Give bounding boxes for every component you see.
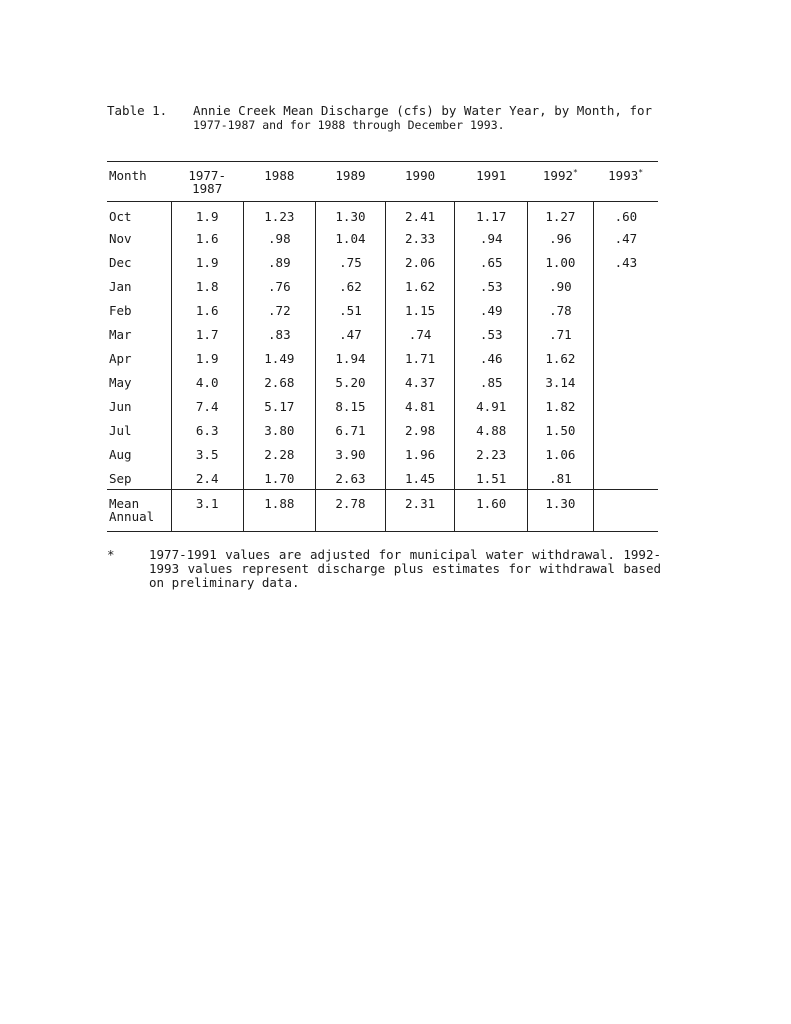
value-cell: .47: [316, 322, 386, 346]
mean-label-line-2: Annual: [109, 509, 155, 524]
value-cell: .72: [243, 298, 316, 322]
value-cell: 1.49: [243, 346, 316, 370]
column-header-1989: [316, 162, 386, 202]
value-cell: .78: [528, 298, 594, 322]
value-cell: 3.5: [171, 442, 243, 466]
value-cell: .81: [528, 466, 594, 490]
value-cell: .85: [455, 370, 528, 394]
value-cell: 2.28: [243, 442, 316, 466]
mean-value-cell: 1.60: [455, 490, 528, 532]
value-cell: 6.71: [316, 418, 386, 442]
value-cell: .89: [243, 250, 316, 274]
value-cell: 4.91: [455, 394, 528, 418]
mean-annual-label: [107, 490, 171, 532]
value-cell: 1.96: [385, 442, 455, 466]
table-title-line-1: Annie Creek Mean Discharge (cfs) by Water Year, by Month, for: [193, 103, 653, 118]
table-row: [107, 226, 658, 250]
value-cell: [593, 346, 658, 370]
value-cell: .43: [614, 254, 638, 270]
value-cell: .53: [455, 274, 528, 298]
table-row: [107, 466, 658, 490]
value-cell: 1.04: [316, 226, 386, 250]
month-cell: May: [109, 374, 132, 390]
value-cell: .83: [243, 322, 316, 346]
value-cell: [593, 466, 658, 490]
column-header-label: 1991: [476, 168, 507, 183]
value-cell: .60: [614, 209, 638, 224]
column-header-1992: [528, 162, 594, 202]
value-cell: 1.23: [243, 202, 316, 226]
value-cell: 4.0: [171, 370, 243, 394]
value-cell: 1.82: [528, 394, 594, 418]
table-row: [107, 442, 658, 466]
value-cell: .47: [614, 230, 638, 246]
month-cell: Dec: [109, 254, 132, 270]
month-cell: Jul: [109, 422, 132, 438]
value-cell: .46: [455, 346, 528, 370]
value-cell: 2.68: [243, 370, 316, 394]
value-cell: 3.80: [243, 418, 316, 442]
value-cell: .96: [528, 226, 594, 250]
table-body: [107, 202, 658, 532]
value-cell: 4.88: [455, 418, 528, 442]
value-cell: 3.90: [316, 442, 386, 466]
value-cell: 2.41: [385, 202, 455, 226]
value-cell: 1.45: [385, 466, 455, 490]
column-header-label: 1990: [405, 168, 436, 183]
table-row: [107, 418, 658, 442]
value-cell: .71: [528, 322, 594, 346]
table-row: [107, 346, 658, 370]
column-header-1990: [385, 162, 455, 202]
mean-value-cell: 2.78: [316, 490, 386, 532]
value-cell: .62: [316, 274, 386, 298]
value-cell: .75: [316, 250, 386, 274]
mean-value-cell: [593, 490, 658, 532]
column-header-1988: [243, 162, 316, 202]
mean-value-cell: 1.30: [528, 490, 594, 532]
month-cell: Feb: [109, 302, 132, 318]
value-cell: 1.06: [528, 442, 594, 466]
value-cell: 2.98: [385, 418, 455, 442]
value-cell: 2.63: [316, 466, 386, 490]
value-cell: 1.30: [316, 202, 386, 226]
column-header-1991: [455, 162, 528, 202]
value-cell: [593, 418, 658, 442]
value-cell: .53: [455, 322, 528, 346]
month-cell: Jan: [109, 278, 132, 294]
mean-value-cell: 2.31: [385, 490, 455, 532]
table-title-line-2: 1977-1987 and for 1988 through December 1993.: [193, 118, 505, 132]
value-cell: 2.23: [455, 442, 528, 466]
column-header-label: 1988: [264, 168, 295, 183]
footnote-symbol: *: [107, 547, 115, 562]
value-cell: 4.81: [385, 394, 455, 418]
column-header-label: 1992: [542, 168, 573, 183]
value-cell: 6.3: [171, 418, 243, 442]
value-cell: 1.15: [385, 298, 455, 322]
value-cell: 1.6: [171, 298, 243, 322]
value-cell: 1.94: [316, 346, 386, 370]
value-cell: .94: [455, 226, 528, 250]
table-label: Table 1.: [107, 103, 168, 118]
value-cell: 1.62: [385, 274, 455, 298]
table-row: [107, 298, 658, 322]
discharge-table: [107, 161, 658, 532]
value-cell: 1.9: [171, 250, 243, 274]
value-cell: 4.37: [385, 370, 455, 394]
footnote-marker: *: [573, 167, 578, 177]
value-cell: 1.00: [528, 250, 594, 274]
value-cell: [593, 442, 658, 466]
value-cell: [593, 394, 658, 418]
value-cell: [593, 274, 658, 298]
value-cell: 1.70: [243, 466, 316, 490]
value-cell: 1.51: [455, 466, 528, 490]
value-cell: .65: [455, 250, 528, 274]
value-cell: [593, 322, 658, 346]
column-header-line-1: 1977-: [188, 168, 226, 183]
value-cell: 1.7: [171, 322, 243, 346]
value-cell: 1.71: [385, 346, 455, 370]
mean-label-line-1: Mean: [109, 496, 140, 511]
value-cell: 5.20: [316, 370, 386, 394]
month-cell: Oct: [109, 209, 132, 224]
column-header-1977-1987: [171, 162, 243, 202]
month-cell: Apr: [109, 350, 132, 366]
value-cell: 2.4: [171, 466, 243, 490]
value-cell: .51: [316, 298, 386, 322]
value-cell: 1.8: [171, 274, 243, 298]
value-cell: 1.27: [528, 202, 594, 226]
month-cell: Mar: [109, 326, 132, 342]
column-header-label: 1989: [335, 168, 366, 183]
value-cell: 2.06: [385, 250, 455, 274]
month-cell: Aug: [109, 446, 132, 462]
value-cell: 1.9: [171, 346, 243, 370]
value-cell: .98: [243, 226, 316, 250]
value-cell: 1.6: [171, 226, 243, 250]
table-row: [107, 250, 658, 274]
footnote-text: 1977-1991 values are adjusted for municipal water withdrawal. 1992-1993 values represent discharge plus estimates for withdrawal based on preliminary data.: [149, 547, 661, 590]
mean-value-cell: 3.1: [171, 490, 243, 532]
value-cell: 7.4: [171, 394, 243, 418]
value-cell: 1.50: [528, 418, 594, 442]
month-header: Month: [107, 162, 171, 202]
value-cell: 3.14: [528, 370, 594, 394]
value-cell: .74: [385, 322, 455, 346]
value-cell: .76: [243, 274, 316, 298]
value-cell: 5.17: [243, 394, 316, 418]
value-cell: [593, 298, 658, 322]
column-header-line-2: 1987: [192, 181, 223, 196]
header-row: [107, 162, 658, 202]
value-cell: 1.17: [455, 202, 528, 226]
footnote-marker: *: [638, 167, 644, 177]
value-cell: 1.62: [528, 346, 594, 370]
table-row: [107, 394, 658, 418]
value-cell: .49: [455, 298, 528, 322]
value-cell: [593, 370, 658, 394]
mean-annual-row: [107, 490, 658, 532]
column-header-label: 1993: [608, 168, 639, 183]
table-title: [193, 104, 663, 132]
value-cell: 8.15: [316, 394, 386, 418]
table-row: [107, 370, 658, 394]
table-row: [107, 322, 658, 346]
table-row: [107, 202, 658, 226]
value-cell: 2.33: [385, 226, 455, 250]
mean-value-cell: 1.88: [243, 490, 316, 532]
month-cell: Nov: [109, 230, 132, 246]
value-cell: .90: [528, 274, 594, 298]
month-cell: Jun: [109, 398, 132, 414]
column-header-1993: [593, 162, 658, 202]
value-cell: 1.9: [171, 202, 243, 226]
table-row: [107, 274, 658, 298]
month-cell: Sep: [107, 466, 171, 490]
